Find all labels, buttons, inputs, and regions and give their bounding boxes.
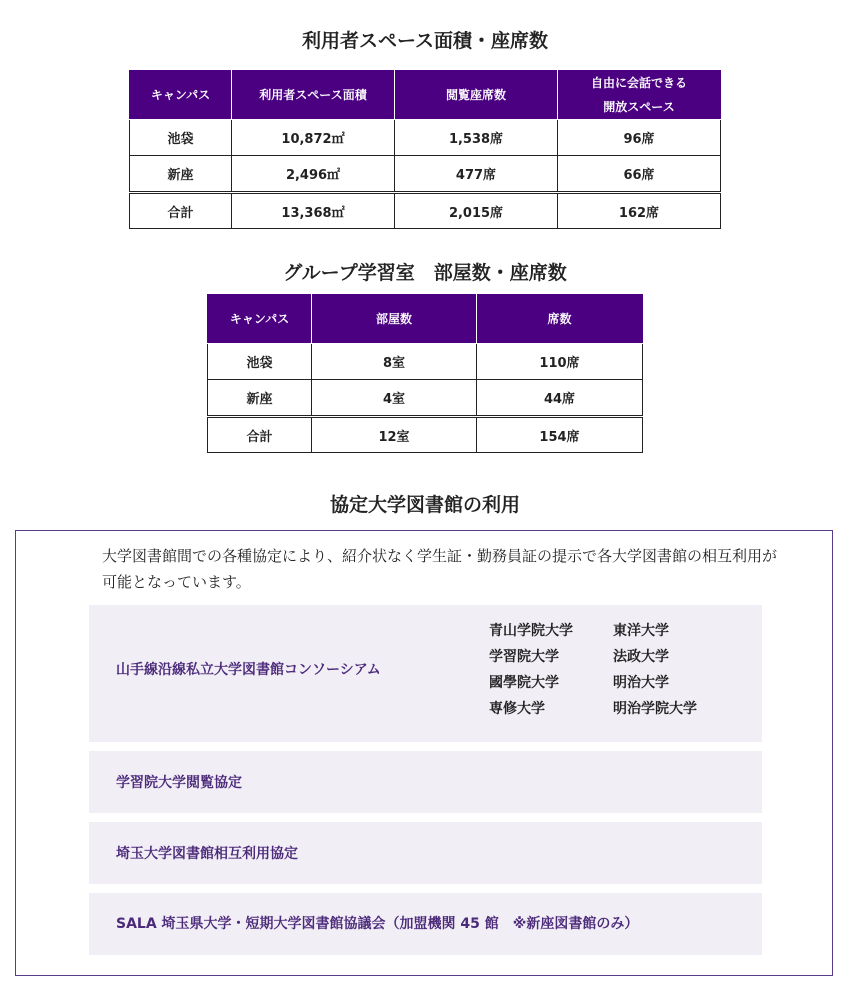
university-list	[489, 619, 723, 722]
header-seats: 席数	[477, 295, 643, 344]
campus-cell: 池袋	[130, 120, 232, 156]
area-cell: 2,496㎡	[232, 156, 395, 193]
table-row	[208, 344, 643, 380]
open-space-cell: 66席	[558, 156, 721, 193]
agreement-label: 埼玉大学図書館相互利用協定	[116, 846, 298, 862]
header-open-space	[558, 71, 721, 120]
total-area-cell: 13,368㎡	[232, 193, 395, 229]
university-name: 國學院大学	[489, 675, 559, 691]
agreement-label: 学習院大学閲覧協定	[116, 775, 242, 791]
agreement-section-title: 協定大学図書館の利用	[329, 494, 520, 516]
university-name: 専修大学	[489, 701, 545, 717]
agreement-panel-gakushuin	[89, 751, 762, 813]
group-section-title: グループ学習室 部屋数・座席数	[283, 262, 567, 284]
table-row	[130, 120, 721, 156]
university-name: 東洋大学	[613, 623, 669, 639]
total-seats-cell: 2,015席	[395, 193, 558, 229]
header-open-space-line2: 開放スペース	[603, 100, 675, 114]
header-campus: キャンパス	[208, 295, 312, 344]
university-name: 学習院大学	[489, 649, 559, 665]
campus-cell: 新座	[130, 156, 232, 193]
total-open-space-cell: 162席	[558, 193, 721, 229]
rooms-cell: 8室	[312, 344, 477, 380]
agreement-intro: 大学図書館間での各種協定により、紹介状なく学生証・勤務員証の提示で各大学図書館の相互利用が可能となっています。	[102, 547, 778, 591]
agreement-panel-consortium	[89, 605, 762, 742]
table-row	[130, 156, 721, 193]
total-row	[130, 193, 721, 229]
space-section-title: 利用者スペース面積・座席数	[301, 30, 549, 52]
total-seats-cell: 154席	[477, 417, 643, 453]
campus-cell: 池袋	[208, 344, 312, 380]
group-table-header	[208, 295, 643, 344]
space-table	[129, 70, 721, 229]
seats-cell: 1,538席	[395, 120, 558, 156]
header-rooms: 部屋数	[312, 295, 477, 344]
agreement-panel-saitama	[89, 822, 762, 884]
table-row	[208, 380, 643, 417]
seats-cell: 110席	[477, 344, 643, 380]
rooms-cell: 4室	[312, 380, 477, 417]
university-name: 明治大学	[613, 675, 669, 691]
area-cell: 10,872㎡	[232, 120, 395, 156]
space-table-header	[130, 71, 721, 120]
total-label-cell: 合計	[208, 417, 312, 453]
university-name: 青山学院大学	[489, 623, 573, 639]
university-name: 明治学院大学	[613, 701, 697, 717]
university-name: 法政大学	[613, 649, 669, 665]
seats-cell: 44席	[477, 380, 643, 417]
total-rooms-cell: 12室	[312, 417, 477, 453]
agreement-box	[15, 530, 833, 976]
total-row	[208, 417, 643, 453]
seats-cell: 477席	[395, 156, 558, 193]
header-user-space-area: 利用者スペース面積	[232, 71, 395, 120]
header-reading-seats: 閲覧座席数	[395, 71, 558, 120]
agreement-label: 山手線沿線私立大学図書館コンソーシアム	[116, 662, 381, 678]
header-campus: キャンパス	[130, 71, 232, 120]
agreement-panel-sala	[89, 893, 762, 955]
open-space-cell: 96席	[558, 120, 721, 156]
header-open-space-line1: 自由に会話できる	[590, 76, 687, 90]
total-label-cell: 合計	[130, 193, 232, 229]
agreement-label: SALA 埼玉県大学・短期大学図書館協議会（加盟機関 45 館 ※新座図書館のみ）	[116, 916, 639, 932]
campus-cell: 新座	[208, 380, 312, 417]
group-table	[207, 294, 643, 453]
